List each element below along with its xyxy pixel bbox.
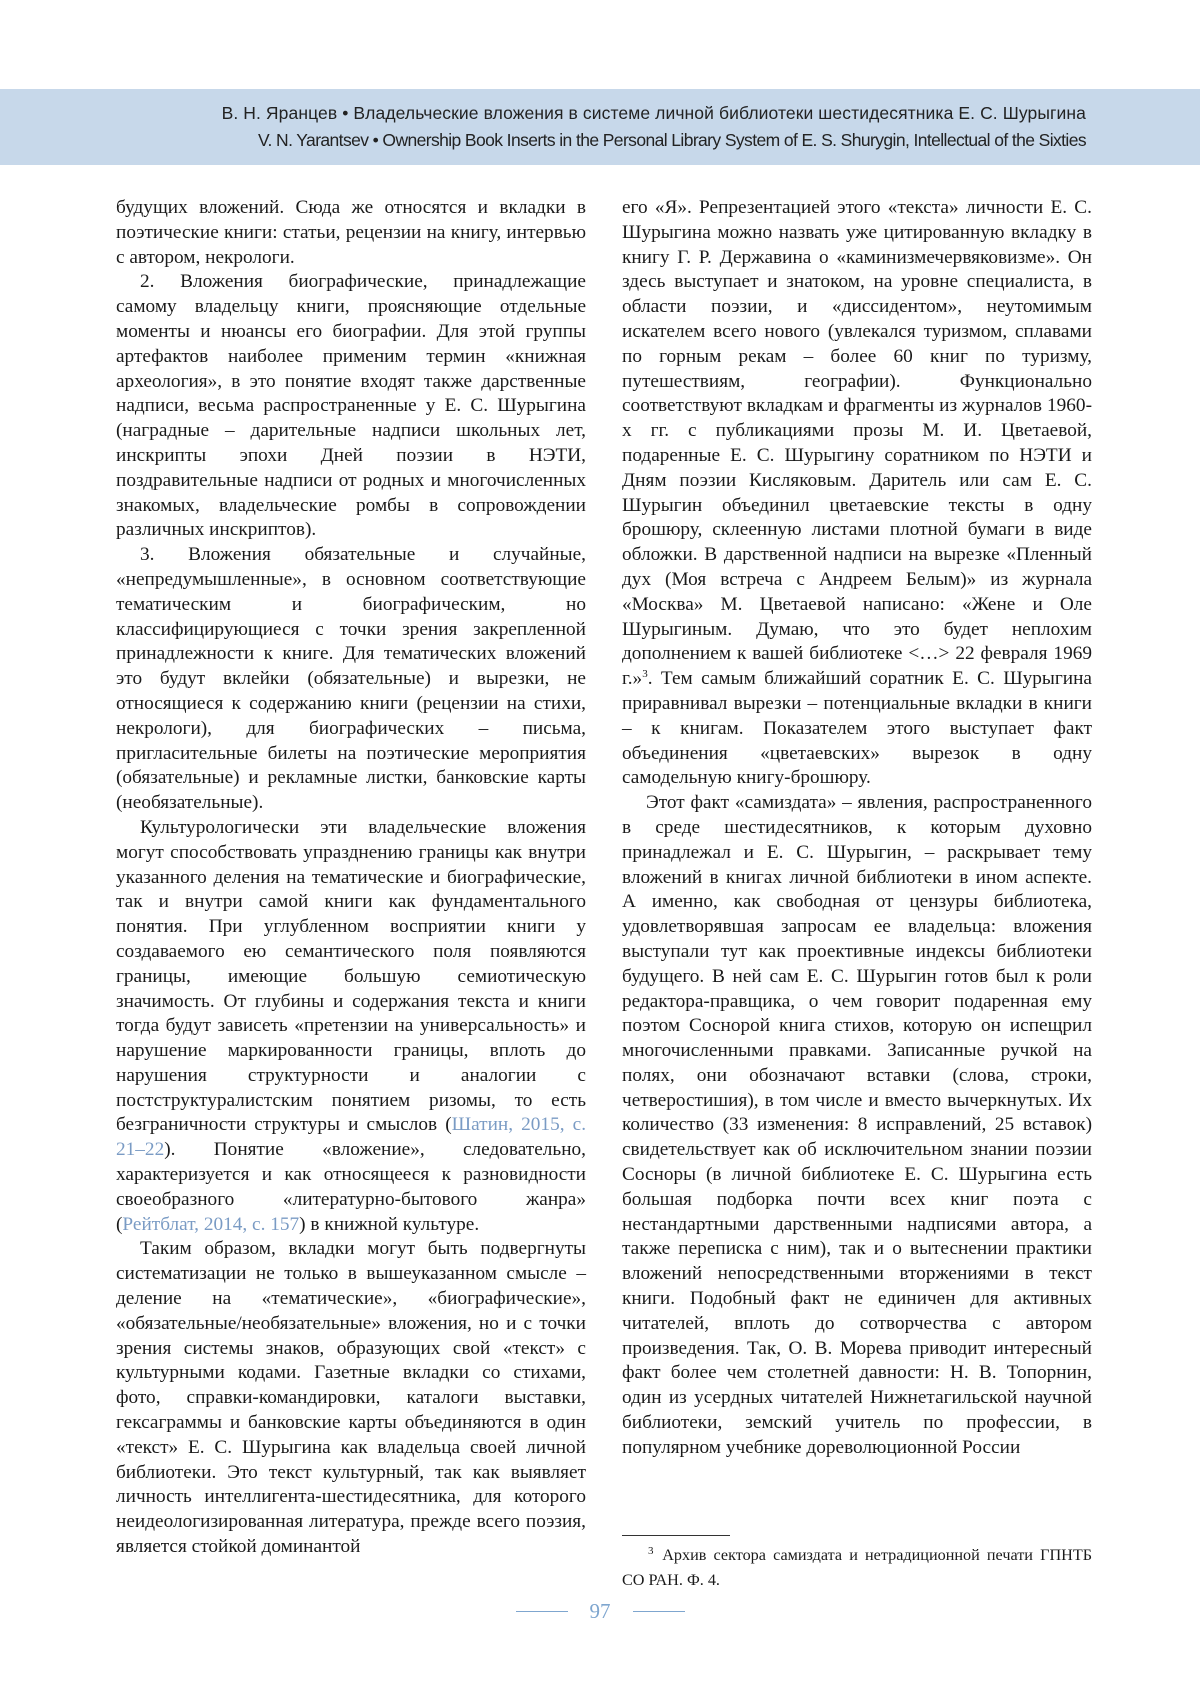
paragraph-text: Культурологически эти владельческие вложения могут способствовать упразднению границы как внутри указанного деления на тематические и биографические, так и внутри самой книги как фундаментального понятия. При углубленном восприятии книги у создаваемого ею семантического поля появляются границы, имеющие большую семиотическую значимость. От глубины и содержания текста и книги тогда будут зависеть «претензии на универсальность» и нарушение маркированности границы, вплоть до нарушения структурности и аналогии с постструктуралистским понятием ризомы, то есть безграничности структуры и смыслов ( [116,816,586,1136]
paragraph: Этот факт «самиздата» – явления, распространенного в среде шестидесятников, к которым духовно принадлежал и Е. С. Шурыгин, – раскрывает тему вложений в книгах личной библиотеки в ином аспекте. А именно, как свободная от цензуры библиотека, удовлетворявшая запросам ее владельца: вложения выступали тут как проективные индексы библиотеки будущего. В ней сам Е. С. Шурыгин готов был к роли редактора-правщика, о чем говорит подаренная ему поэтом Соснорой книга стихов, которую он испещрил многочисленными правками. Записанные ручкой на полях, они обозначают вставки (слова, строки, четверостишия), в том числе и вместо вычеркнутых. Их количество (33 изменения: 8 исправлений, 25 вставок) свидетельствует как об исключительном знании поэзии Сосноры (в личной библиотеке Е. С. Шурыгина есть большая подборка почти всех книг поэта с нестандартными дарственными надписями автора, а также переписка с ним), так и о вытеснении практики вложений непосредственными вторжениями в текст книги. Подобный факт не единичен для активных читателей, вплоть до сотворчества с автором произведения. Так, О. В. Морева приводит интересный факт более чем столетней давности: Н. В. Топорнин, один из усердных читателей Нижнетагильской научной библиотеки, земский учитель по профессии, в популярном учебнике дореволюционной России [622,792,1092,1458]
page-number-rule-left [516,1611,568,1612]
paragraph-text: его «Я». Репрезентацией этого «текста» личности Е. С. Шурыгина можно назвать уже цитированную вкладку в книгу Г. Р. Державина о «каминизмечервяковизме». Он здесь выступает и знатоком, на уровне специалиста, в области поэзии, и «диссидентом», неутомимым искателем всего нового (увлекался туризмом, сплавами по горным рекам – более 60 книг по туризму, путешествиям, географии). Функционально соответствуют вкладкам и фрагменты из журналов 1960-х гг. с публикациями прозы М. И. Цветаевой, подаренные Е. С. Шурыгину соратником по НЭТИ и Дням поэзии Кисляковым. Даритель или сам Е. С. Шурыгин объединил цветаевские тексты в одну брошюру, склеенную листами плотной бумаги в виде обложки. В дарственной надписи на вырезке «Пленный дух (Моя встреча с Андреем Белым)» из журнала «Москва» М. Цветаевой написано: «Жене и Оле Шурыгиным. Думаю, что это будет неплохим дополнением к вашей библиотеке <…> 22 февраля 1969 г.» [622,197,1092,690]
right-column [622,196,1092,1461]
header-english: V. N. Yarantsev • Ownership Book Inserts in the Personal Library System of E. S. Shurygin, Intellectual of the Sixties [258,130,1086,150]
paragraph-text: ). Понятие «вложение», следовательно, характеризуется и как относящееся к разновидности своеобразного «литературно-бытового жанра» ( [116,1139,586,1235]
paragraph: 2. Вложения биографические, принадлежащие самому владельцу книги, проясняющие отдельные моменты и нюансы его биографии. Для этой группы артефактов наиболее применим термин «книжная археология», в это понятие входят также дарственные надписи, весьма распространенные у Е. С. Шурыгина (наградные – дарительные надписи школьных лет, инскрипты эпохи Дней поэзии в НЭТИ, поздравительные надписи от родных и многочисленных знакомых, владельческие ромбы в сопровождении различных инскриптов). [116,271,586,541]
running-header [0,89,1200,165]
paragraph: Таким образом, вкладки могут быть подвергнуты систематизации не только в вышеуказанном смысле – деление на «тематические», «биографические», «обязательные/необязательные» вложения, но и с точки зрения системы знаков, образующих свой «текст» с культурными кодами. Газетные вкладки со стихами, фото, справки-командировки, каталоги выставки, гексаграммы и банковские карты объединяются в один «текст» Е. С. Шурыгина как владельца своей личной библиотеки. Это текст культурный, так как выявляет личность интеллигента-шестидесятника, для которого неидеологизированная литература, прежде всего поэзия, является стойкой доминантой [116,1238,586,1558]
paragraph [116,816,586,1238]
paragraph: будущих вложений. Сюда же относятся и вкладки в поэтические книги: статьи, рецензии на книгу, интервью с автором, некрологи. [116,197,586,268]
paragraph [622,196,1092,791]
page-number-rule-right [633,1611,685,1612]
footnote-ref[interactable]: 3 [642,668,648,681]
page-number: 97 [589,1598,611,1623]
paragraph-text: . Тем самым ближайший соратник Е. С. Шурыгина приравнивал вырезки – потенциальные вкладки в книги – к книгам. Показателем этого выступает факт объединения «цветаевских» вырезок в одну самодельную книгу-брошюру. [622,668,1092,789]
citation-link[interactable]: Рейтблат, 2014, с. 157 [122,1213,300,1235]
footnote: 3 Архив сектора самиздата и нетрадиционной печати ГПНТБ СО РАН. Ф. 4. [622,1545,1093,1589]
left-column [116,196,586,1560]
header-russian: В. Н. Яранцев • Владельческие вложения в системе личной библиотеки шестидесятника Е. С. Шурыгина [221,103,1086,123]
footnote-text: Архив сектора самиздата и нетрадиционной печати ГПНТБ СО РАН. Ф. 4. [622,1546,1093,1589]
page-footer [0,1596,1200,1626]
footnote-divider [622,1535,730,1536]
paragraph-text: ) в книжной культуре. [299,1213,480,1235]
paragraph: 3. Вложения обязательные и случайные, «непредумышленные», в основном соответствующие тематическим и биографическим, но классифицирующиеся с точки зрения закрепленной принадлежности к книге. Для тематических вложений это будут вклейки (обязательные) и вырезки, не относящиеся к содержанию книги (рецензии на стихи, некрологи), для биографических – письма, пригласительные билеты на поэтические мероприятия (обязательные) и рекламные листки, банковские карты (необязательные). [116,544,586,814]
citation-link[interactable]: Шатин, 2015, с. 21–22 [116,1114,587,1161]
